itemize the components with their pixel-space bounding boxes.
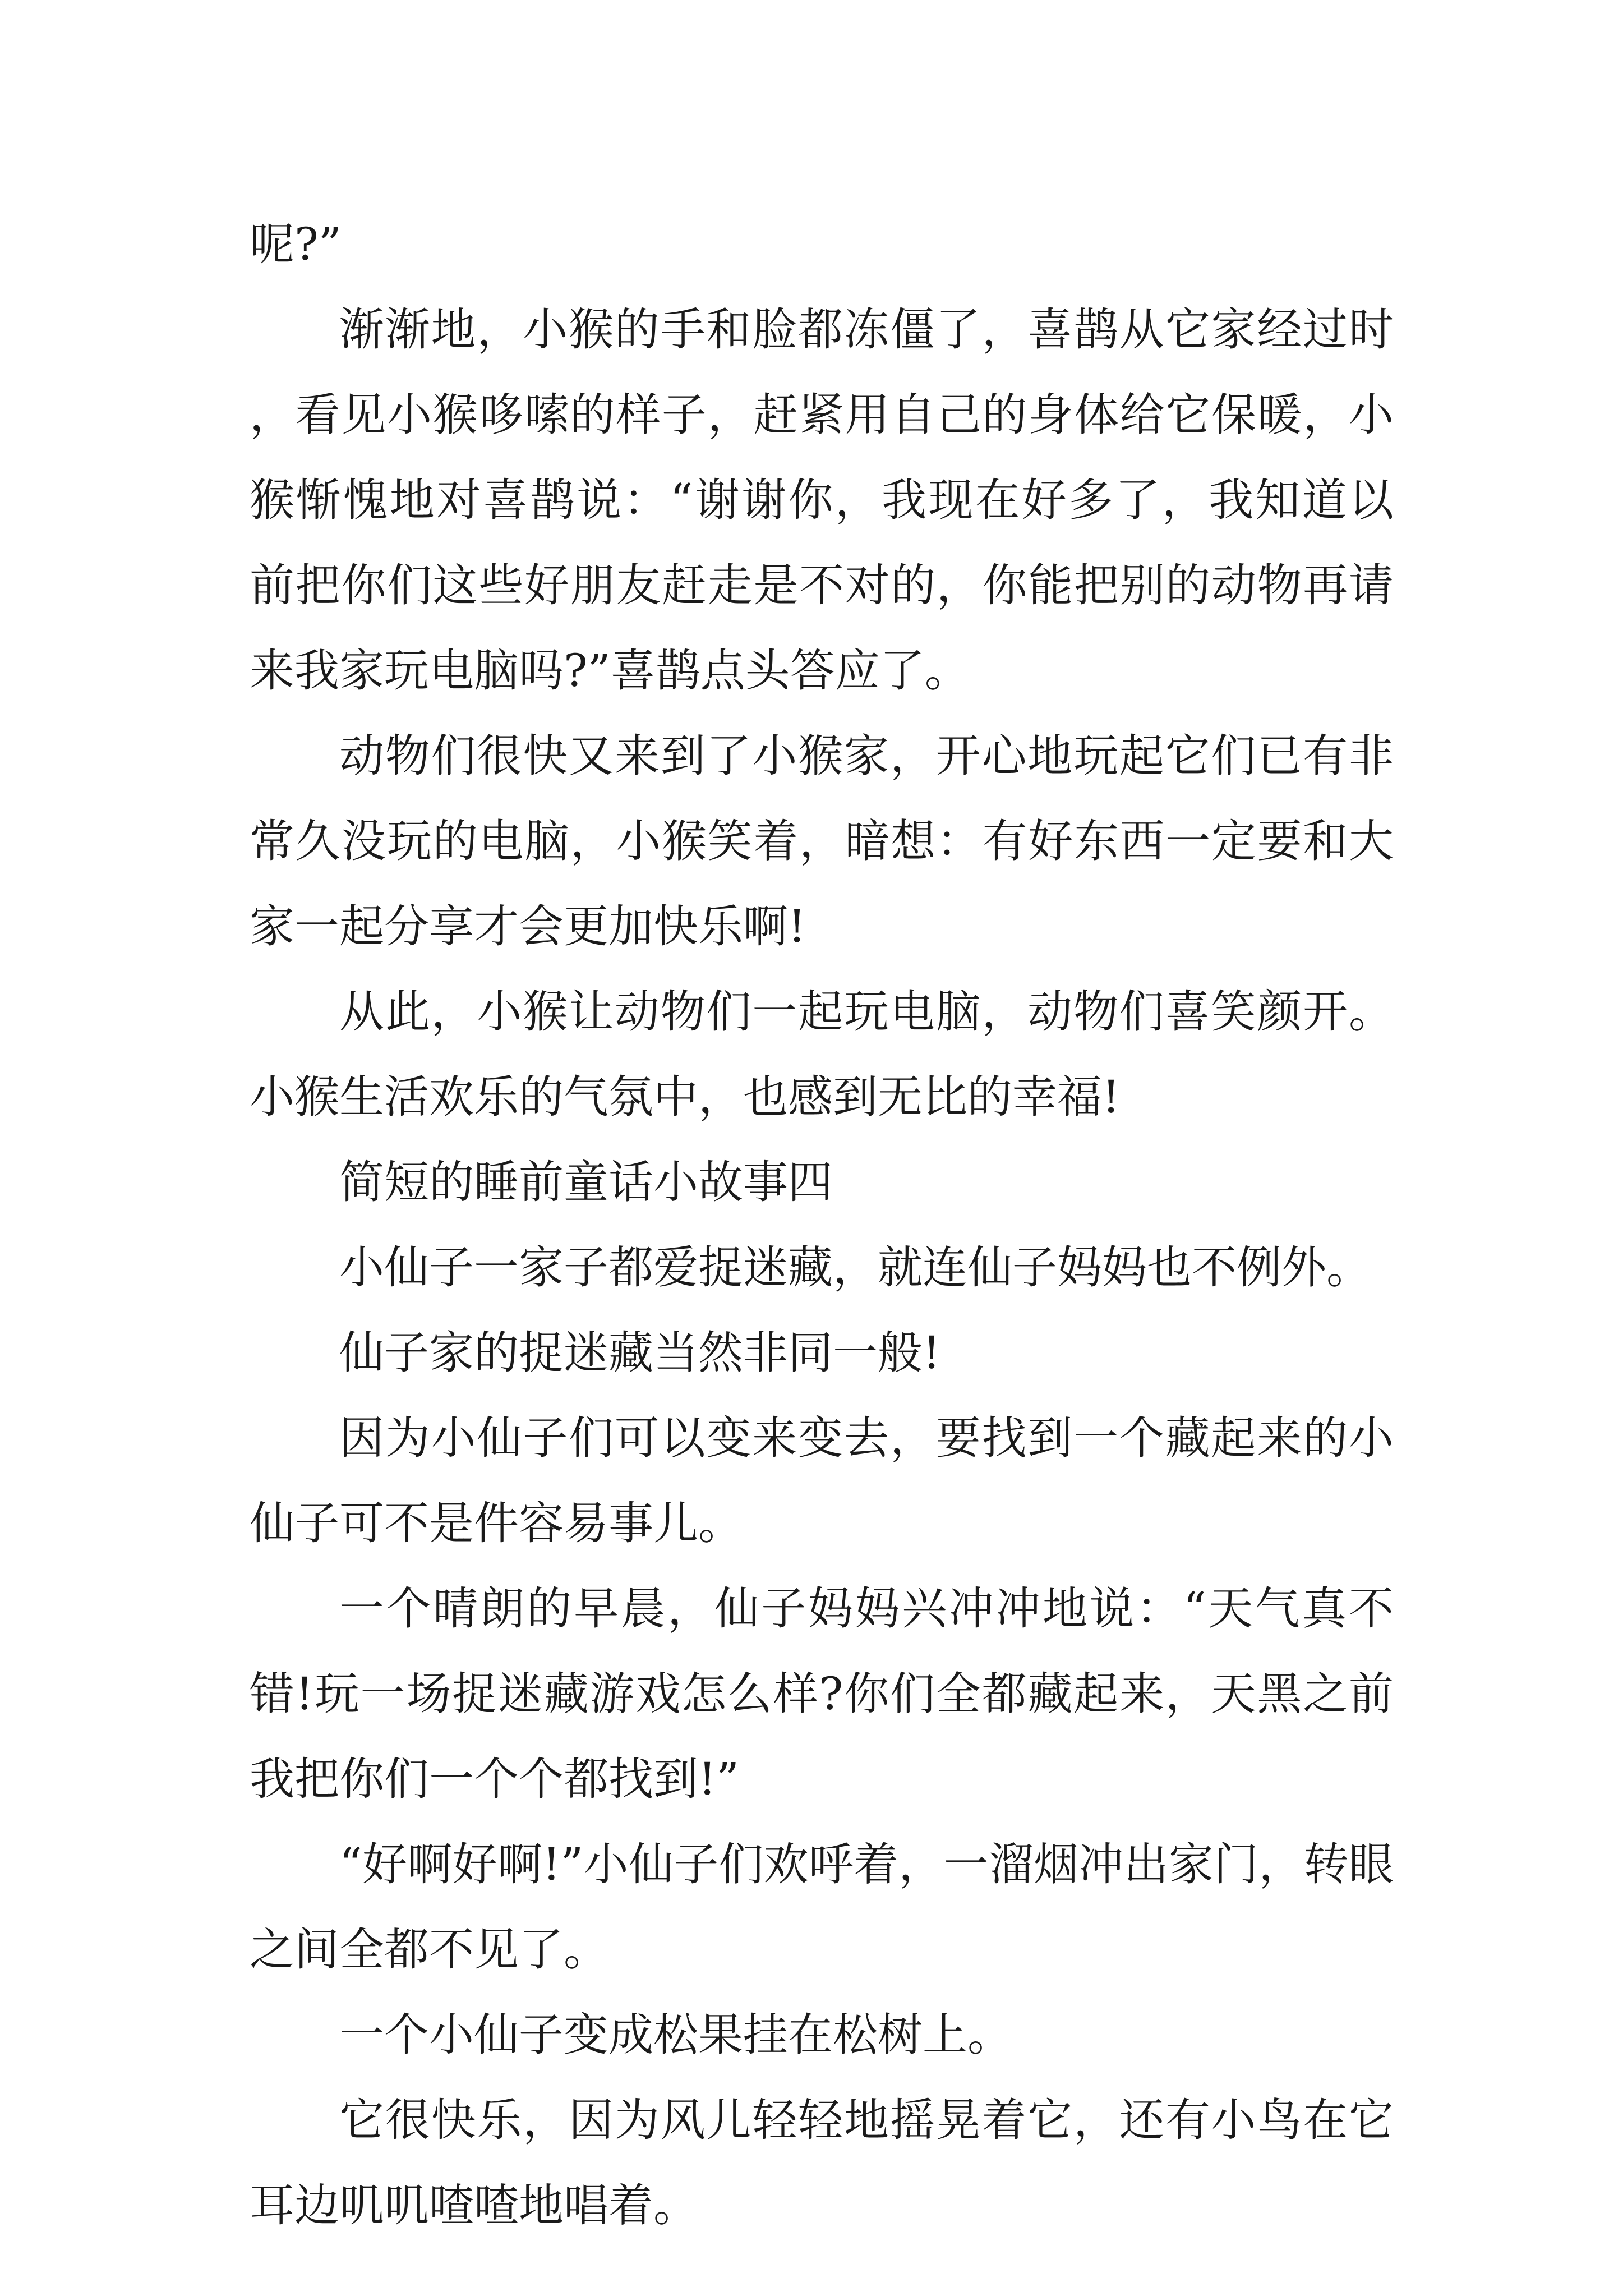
section-heading: 简短的睡前童话小故事四	[339, 1156, 833, 1208]
paragraph: 呢?”	[250, 218, 342, 270]
paragraph: 小仙子一家子都爱捉迷藏，就连仙子妈妈也不例外。	[339, 1241, 1371, 1294]
paragraph: 渐渐地，小猴的手和脸都冻僵了，喜鹊从它家经过时，看见小猴哆嗦的样子，赶紧用自己的身体给它保暖，小猴惭愧地对喜鹊说：“谢谢你，我现在好多了，我知道以前把你们这些好朋友赶走是不对的，你能把别的动物再请来我家玩电脑吗?”喜鹊点头答应了。	[250, 303, 1394, 697]
paragraph: 从此，小猴让动物们一起玩电脑，动物们喜笑颜开。小猴生活欢乐的气氛中，也感到无比的幸福!	[250, 986, 1394, 1123]
paragraph: 动物们很快又来到了小猴家，开心地玩起它们已有非常久没玩的电脑，小猴笑着，暗想：有好东西一定要和大家一起分享才会更加快乐啊!	[250, 730, 1394, 953]
paragraph: 它很快乐，因为风儿轻轻地摇晃着它，还有小鸟在它耳边叽叽喳喳地唱着。	[250, 2094, 1394, 2231]
paragraph: “好啊好啊!”小仙子们欢呼着，一溜烟冲出家门，转眼之间全都不见了。	[250, 1838, 1394, 1976]
paragraph: 仙子家的捉迷藏当然非同一般!	[339, 1327, 941, 1379]
paragraph: 一个小仙子变成松果挂在松树上。	[339, 2009, 1012, 2061]
document-body	[250, 202, 1394, 2248]
paragraph: 因为小仙子们可以变来变去，要找到一个藏起来的小仙子可不是件容易事儿。	[250, 1412, 1394, 1549]
paragraph: 一个晴朗的早晨，仙子妈妈兴冲冲地说：“天气真不错!玩一场捉迷藏游戏怎么样?你们全都藏起来，天黑之前我把你们一个个都找到!”	[250, 1582, 1394, 1805]
